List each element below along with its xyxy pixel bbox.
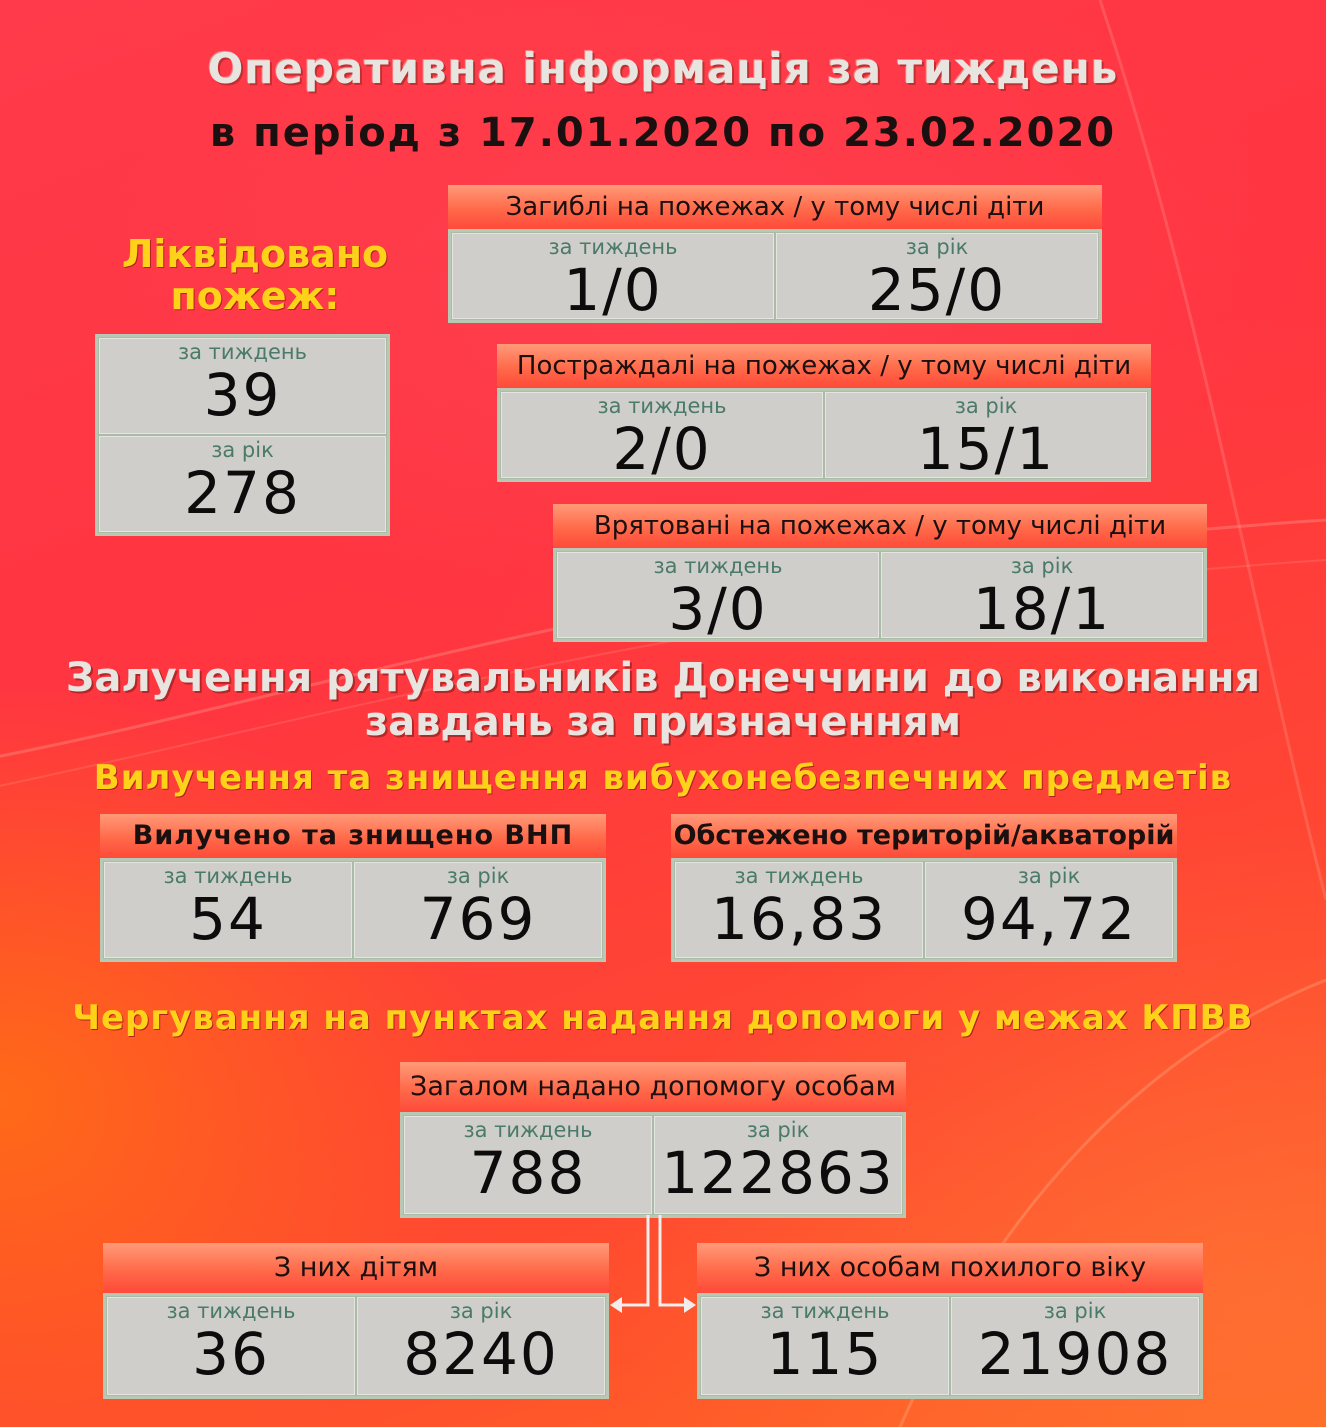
help-elderly-week-cell [700, 1296, 950, 1396]
help-total-year-value: 122863 [661, 1139, 895, 1207]
week-label: за тиждень [163, 864, 293, 888]
year-label: за рік [1017, 864, 1081, 888]
help-total-week-value: 788 [469, 1139, 587, 1207]
week-label: за тиждень [548, 235, 678, 259]
deaths-year-cell [775, 232, 1099, 324]
help-children-week-cell [106, 1296, 356, 1396]
explosives-section-title: Вилучення та знищення вибухонебезпечних предметів [93, 758, 1233, 798]
help-children-week-value: 36 [192, 1320, 270, 1388]
territories-week-value: 16,83 [710, 885, 888, 953]
deaths-panel [448, 185, 1102, 323]
involvement-section-title [0, 656, 1326, 744]
rescued-week-value: 3/0 [668, 575, 768, 643]
deaths-week-cell [451, 232, 775, 324]
injured-panel [497, 344, 1151, 482]
help-children-year-value: 8240 [403, 1320, 559, 1388]
territories-surveyed-panel [671, 814, 1177, 962]
involvement-title-line2: завдань за призначенням [364, 699, 962, 745]
branch-arrows-icon [608, 1215, 698, 1315]
year-label: за рік [746, 1118, 810, 1142]
territories-year-value: 94,72 [960, 885, 1138, 953]
period-subtitle: в період з 17.01.2020 по 23.02.2020 [209, 110, 1117, 156]
deaths-week-value: 1/0 [563, 256, 663, 324]
fires-title-line1: Ліквідовано [121, 232, 389, 276]
year-label: за рік [446, 864, 510, 888]
explosives-year-cell [353, 861, 603, 959]
rescued-year-cell [880, 551, 1204, 643]
help-children-title: З них дітям [103, 1243, 609, 1293]
explosives-year-value: 769 [419, 885, 537, 953]
year-label: за рік [905, 235, 969, 259]
injured-year-cell [824, 391, 1148, 483]
fires-title-line2: пожеж: [170, 274, 340, 318]
week-label: за тиждень [734, 864, 864, 888]
week-label: за тиждень [597, 394, 727, 418]
deaths-title: Загиблі на пожежах / у тому числі діти [448, 185, 1102, 229]
deaths-year-value: 25/0 [867, 256, 1007, 324]
help-elderly-panel [697, 1243, 1203, 1399]
year-label: за рік [211, 438, 274, 462]
year-label: за рік [954, 394, 1018, 418]
fires-year-value: 278 [184, 459, 301, 527]
help-total-title: Загалом надано допомогу особам [400, 1062, 906, 1112]
help-elderly-week-value: 115 [766, 1320, 884, 1388]
fires-year-cell [98, 435, 387, 533]
rescued-week-cell [556, 551, 880, 643]
fires-extinguished-panel [95, 334, 390, 536]
help-total-panel [400, 1062, 906, 1218]
fires-week-cell [98, 337, 387, 435]
help-children-year-cell [356, 1296, 606, 1396]
checkpoints-section-title: Чергування на пунктах надання допомоги у межах КПВВ [72, 998, 1254, 1038]
year-label: за рік [1043, 1299, 1107, 1323]
injured-week-cell [500, 391, 824, 483]
rescued-year-value: 18/1 [972, 575, 1112, 643]
explosives-removed-title: Вилучено та знищено ВНП [100, 814, 606, 858]
territories-week-cell [674, 861, 924, 959]
week-label: за тиждень [463, 1118, 593, 1142]
help-elderly-title: З них особам похилого віку [697, 1243, 1203, 1293]
fires-week-value: 39 [203, 361, 282, 429]
territories-surveyed-title: Обстежено територій/акваторій [671, 814, 1177, 858]
injured-title: Постраждалі на пожежах / у тому числі діти [497, 344, 1151, 388]
explosives-week-value: 54 [189, 885, 267, 953]
rescued-title: Врятовані на пожежах / у тому числі діти [553, 504, 1207, 548]
fires-extinguished-title [100, 233, 410, 317]
week-label: за тиждень [166, 1299, 296, 1323]
week-label: за тиждень [177, 340, 308, 364]
year-label: за рік [449, 1299, 513, 1323]
help-total-week-cell [403, 1115, 653, 1215]
help-elderly-year-value: 21908 [977, 1320, 1173, 1388]
year-label: за рік [1010, 554, 1074, 578]
help-children-panel [103, 1243, 609, 1399]
help-total-year-cell [653, 1115, 903, 1215]
territories-year-cell [924, 861, 1174, 959]
rescued-panel [553, 504, 1207, 642]
week-label: за тиждень [653, 554, 783, 578]
involvement-title-line1: Залучення рятувальників Донеччини до виконання [65, 655, 1261, 701]
injured-week-value: 2/0 [612, 415, 712, 483]
explosives-removed-panel [100, 814, 606, 962]
injured-year-value: 15/1 [916, 415, 1056, 483]
page-title: Оперативна інформація за тиждень [207, 44, 1119, 93]
help-elderly-year-cell [950, 1296, 1200, 1396]
week-label: за тиждень [760, 1299, 890, 1323]
explosives-week-cell [103, 861, 353, 959]
